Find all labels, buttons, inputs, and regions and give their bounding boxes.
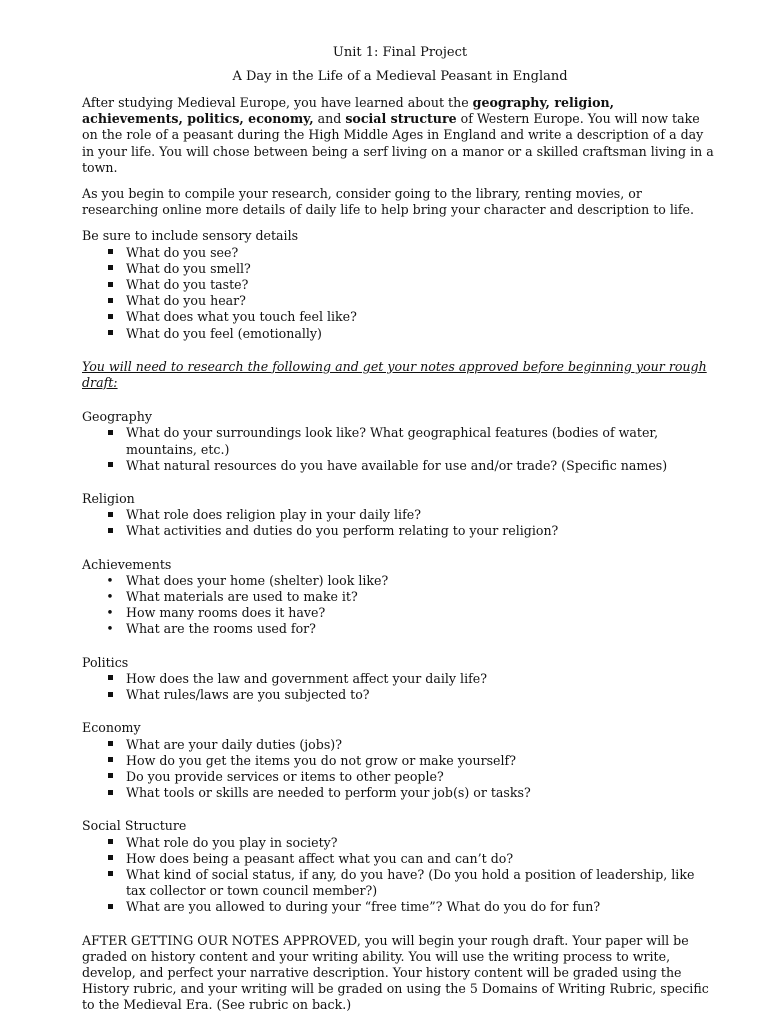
geography-heading: Geography — [82, 409, 152, 425]
list-item — [82, 425, 718, 457]
list-item — [82, 507, 718, 523]
list-item-text: How does being a peasant affect what you can and can’t do? — [126, 850, 514, 866]
list-item-text: What are the rooms used for? — [126, 621, 316, 637]
bullet-icon — [104, 687, 116, 703]
intro-text-2: and — [313, 111, 346, 127]
list-item-text: What materials are used to make it? — [126, 589, 358, 605]
list-item — [82, 309, 718, 325]
research-paragraph: As you begin to compile your research, consider going to the library, renting movies, or researching online more details of daily life to help bring your character and description to life. — [82, 186, 695, 218]
list-item — [82, 458, 718, 474]
list-item — [82, 523, 718, 539]
bullet-icon — [104, 523, 116, 539]
list-item-text: What are you allowed to during your “free time”? What do you do for fun? — [126, 899, 601, 915]
geography-list — [82, 425, 718, 474]
list-item — [82, 769, 718, 785]
list-item-text: What rules/laws are you subjected to? — [126, 687, 370, 703]
list-item — [82, 573, 718, 589]
list-item — [82, 277, 718, 293]
list-item-text: What do you taste? — [126, 277, 249, 293]
bullet-icon — [104, 573, 116, 589]
list-item-text: What kind of social status, if any, do you have? (Do you hold a position of leadership, like tax collector or town council member?) — [126, 866, 695, 899]
social-structure-heading: Social Structure — [82, 818, 187, 834]
religion-heading: Religion — [82, 491, 135, 507]
list-item-text: What do you feel (emotionally) — [126, 325, 322, 341]
bullet-icon — [104, 671, 116, 687]
list-item-text: Do you provide services or items to other people? — [126, 768, 444, 784]
list-item-text: What do your surroundings look like? What geographical features (bodies of water, mountains, etc.) — [126, 425, 659, 457]
list-item — [82, 851, 718, 867]
bullet-icon — [104, 621, 116, 637]
list-item-text: How do you get the items you do not grow or make yourself? — [126, 752, 516, 768]
bullet-icon — [104, 326, 116, 342]
sensory-label: Be sure to include sensory details — [82, 228, 299, 244]
list-item-text: How does the law and government affect your daily life? — [126, 670, 487, 686]
intro-bold-2: social structure — [345, 111, 457, 127]
politics-list — [82, 671, 718, 703]
bullet-icon — [104, 425, 116, 441]
bullet-icon — [104, 785, 116, 801]
list-item — [82, 753, 718, 769]
research-instruction: You will need to research the following and get your notes approved before beginning your rough draft: — [82, 358, 707, 391]
list-item-text: What does your home (shelter) look like? — [126, 572, 389, 588]
bullet-icon — [104, 309, 116, 325]
list-item-text: What does what you touch feel like? — [126, 309, 357, 325]
project-title: A Day in the Life of a Medieval Peasant in England — [232, 69, 568, 84]
bullet-icon — [104, 899, 116, 915]
bullet-icon — [104, 293, 116, 309]
list-item — [82, 245, 718, 261]
bullet-icon — [104, 835, 116, 851]
list-item — [82, 835, 718, 851]
bullet-icon — [104, 737, 116, 753]
list-item-text: What role does religion play in your daily life? — [126, 507, 421, 523]
list-item — [82, 261, 718, 277]
bullet-icon — [104, 753, 116, 769]
unit-title: Unit 1: Final Project — [332, 45, 468, 60]
list-item — [82, 671, 718, 687]
list-item — [82, 589, 718, 605]
achievements-heading: Achievements — [82, 556, 172, 572]
bullet-icon — [104, 605, 116, 621]
politics-heading: Politics — [82, 654, 129, 670]
list-item — [82, 867, 718, 899]
list-item-text: What do you see? — [126, 244, 239, 260]
list-item — [82, 605, 718, 621]
list-item — [82, 899, 718, 915]
intro-text-1: After studying Medieval Europe, you have learned about the — [82, 95, 473, 110]
closing-paragraph — [82, 933, 718, 1014]
list-item-text: What do you smell? — [126, 260, 251, 276]
bullet-icon — [104, 851, 116, 867]
closing-text: , you will begin your rough draft. Your paper will be graded on history content and your writing ability. You will use the writing process to write, develop, and perfect your narrative description. Your history content will be graded using the History rubric, and your writing will be graded on using the 5 Domains of Writing Rubric, specific to the Medieval Era. (See rubric on back.) — [82, 932, 709, 1013]
list-item — [82, 737, 718, 753]
list-item — [82, 687, 718, 703]
bullet-icon — [104, 277, 116, 293]
bullet-icon — [104, 245, 116, 261]
list-item — [82, 293, 718, 309]
list-item — [82, 621, 718, 637]
closing-caps: AFTER GETTING OUR NOTES APPROVED — [82, 932, 357, 948]
bullet-icon — [104, 589, 116, 605]
intro-paragraph — [82, 95, 718, 176]
list-item-text: What role do you play in society? — [126, 834, 338, 850]
list-item-text: What are your daily duties (jobs)? — [126, 736, 342, 752]
list-item-text: What do you hear? — [126, 293, 246, 309]
list-item-text: How many rooms does it have? — [126, 605, 326, 621]
intro-bold-1: geography, religion, achievements, politics, economy, — [82, 95, 615, 127]
intro-text-3: of Western Europe. You will now take on the role of a peasant during the High Middle Ages in England and write a description of a day in your life. You will chose between being a serf living on a manor or a skilled craftsman living in a town. — [82, 111, 714, 175]
bullet-icon — [104, 769, 116, 785]
bullet-icon — [104, 507, 116, 523]
bullet-icon — [104, 261, 116, 277]
list-item-text: What tools or skills are needed to perform your job(s) or tasks? — [126, 785, 531, 801]
religion-list — [82, 507, 718, 539]
sensory-list — [82, 245, 718, 342]
list-item-text: What activities and duties do you perform relating to your religion? — [126, 523, 559, 539]
social-structure-list — [82, 835, 718, 916]
list-item — [82, 326, 718, 342]
economy-heading: Economy — [82, 720, 141, 736]
economy-list — [82, 737, 718, 802]
bullet-icon — [104, 458, 116, 474]
achievements-list — [82, 573, 718, 638]
bullet-icon — [104, 867, 116, 883]
list-item — [82, 785, 718, 801]
list-item-text: What natural resources do you have available for use and/or trade? (Specific names) — [126, 457, 668, 473]
